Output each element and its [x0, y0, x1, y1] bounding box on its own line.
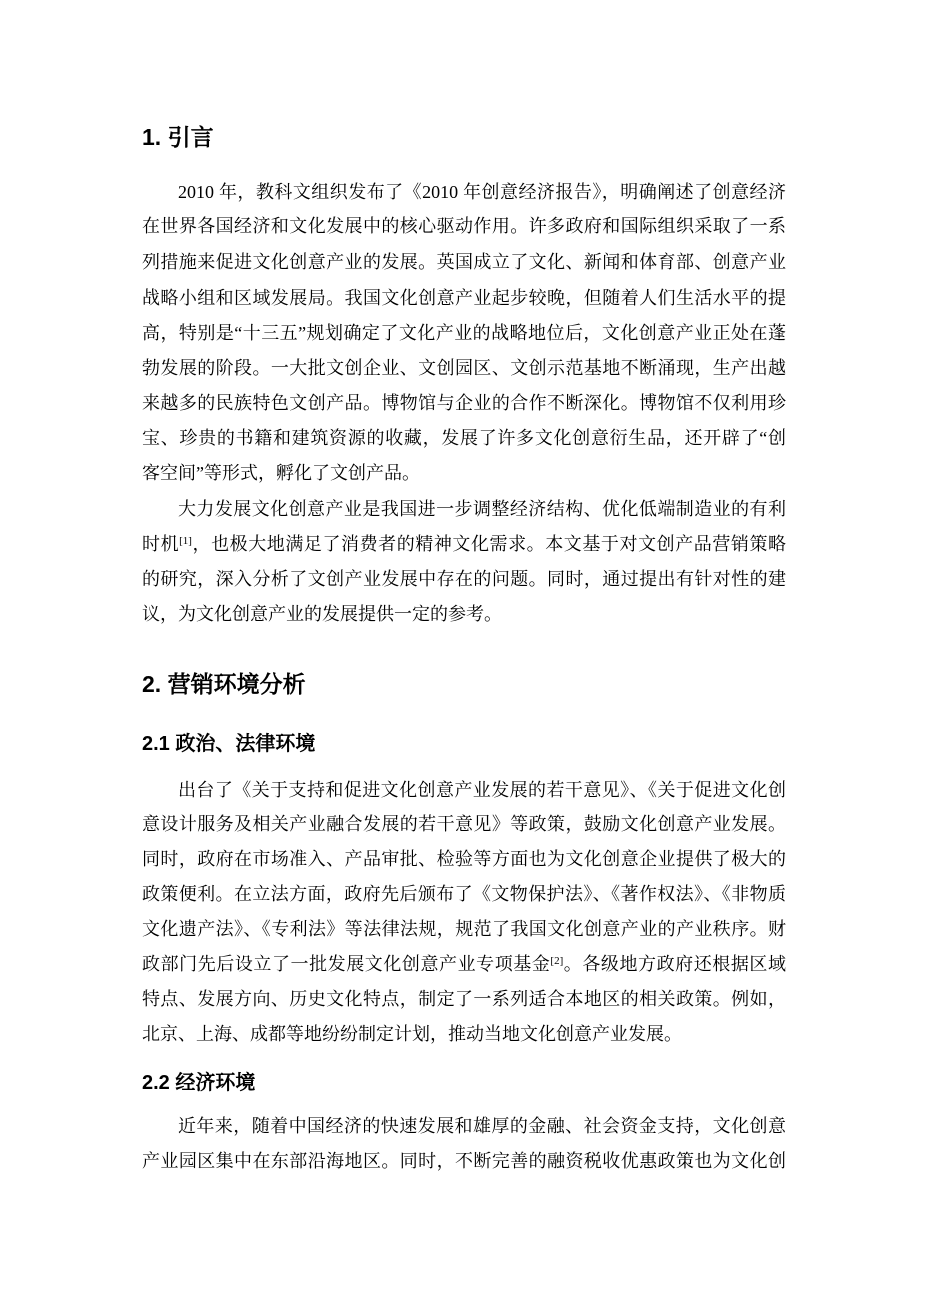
paragraph-line [142, 532, 786, 556]
citation-ref: [1] [179, 535, 192, 547]
text-run: ，也极大地满足了消费者的精神文化需求。本文基于对文创产品营销策略 [191, 534, 787, 554]
subsection-heading-political: 2.1 政治、法律环境 [142, 733, 316, 755]
paragraph-line: 同时，政府在市场准入、产品审批、检验等方面也为文化创意企业提供了极大的 [142, 849, 786, 869]
paragraph-line [142, 952, 786, 976]
paragraph-line: 近年来，随着中国经济的快速发展和雄厚的金融、社会资金支持，文化创意 [178, 1116, 786, 1136]
subsection-heading-economic: 2.2 经济环境 [142, 1072, 256, 1094]
paragraph-line: 的研究，深入分析了文创产业发展中存在的问题。同时，通过提出有针对性的建 [142, 569, 786, 589]
paragraph-line: 宝、珍贵的书籍和建筑资源的收藏，发展了许多文化创意衍生品，还开辟了“创 [142, 428, 786, 448]
paragraph-line: 出台了《关于支持和促进文化创意产业发展的若干意见》、《关于促进文化创 [178, 780, 786, 800]
text-run: 。各级地方政府还根据区域 [563, 954, 786, 974]
section-heading-marketing: 2. 营销环境分析 [142, 671, 306, 697]
paragraph-line: 特点、发展方向、历史文化特点，制定了一系列适合本地区的相关政策。例如， [142, 989, 786, 1009]
paragraph-line: 政策便利。在立法方面，政府先后颁布了《文物保护法》、《著作权法》、《非物质 [142, 884, 786, 904]
paragraph-line: 客空间”等形式，孵化了文创产品。 [142, 463, 420, 483]
paragraph-line: 大力发展文化创意产业是我国进一步调整经济结构、优化低端制造业的有利 [178, 499, 786, 519]
paragraph-line: 意设计服务及相关产业融合发展的若干意见》等政策，鼓励文化创意产业发展。 [142, 814, 786, 834]
paragraph-line: 来越多的民族特色文创产品。博物馆与企业的合作不断深化。博物馆不仅利用珍 [142, 393, 786, 413]
paragraph-line: 列措施来促进文化创意产业的发展。英国成立了文化、新闻和体育部、创意产业 [142, 252, 786, 272]
paragraph-line: 战略小组和区域发展局。我国文化创意产业起步较晚，但随着人们生活水平的提 [142, 288, 786, 308]
text-run: 时机 [142, 534, 180, 554]
paragraph-line: 高，特别是“十三五”规划确定了文化产业的战略地位后，文化创意产业正处在蓬 [142, 323, 786, 343]
paragraph-line: 产业园区集中在东部沿海地区。同时，不断完善的融资税收优惠政策也为文化创 [142, 1151, 786, 1171]
text-run: 政部门先后设立了一批发展文化创意产业专项基金 [142, 954, 551, 974]
paragraph-line: 文化遗产法》、《专利法》等法律法规，规范了我国文化创意产业的产业秩序。财 [142, 919, 786, 939]
citation-ref: [2] [550, 955, 564, 967]
paragraph-line: 勃发展的阶段。一大批文创企业、文创园区、文创示范基地不断涌现，生产出越 [142, 358, 786, 378]
paragraph-line: 北京、上海、成都等地纷纷制定计划，推动当地文化创意产业发展。 [142, 1024, 682, 1044]
paragraph-line: 议，为文化创意产业的发展提供一定的参考。 [142, 604, 502, 624]
paragraph-line: 2010 年，教科文组织发布了《2010 年创意经济报告》，明确阐述了创意经济 [178, 182, 786, 202]
section-heading-intro: 1. 引言 [142, 124, 214, 150]
paragraph-line: 在世界各国经济和文化发展中的核心驱动作用。许多政府和国际组织采取了一系 [142, 216, 786, 236]
